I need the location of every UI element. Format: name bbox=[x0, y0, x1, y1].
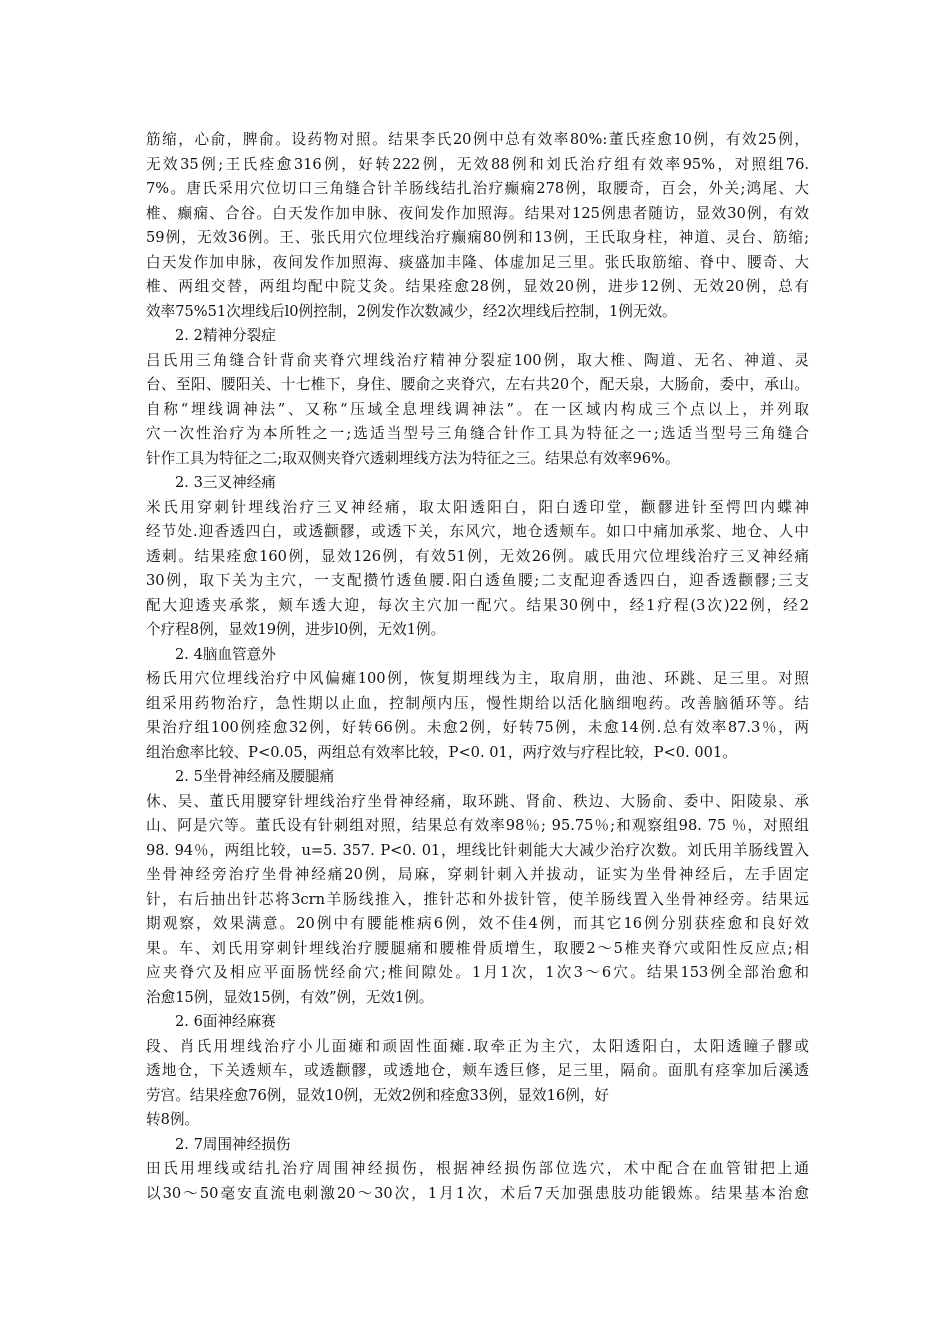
text-line: 治愈15例，显效15例，有效”例，无效1例。 bbox=[146, 988, 434, 1006]
text-line: 椎、两组交替，两组均配中院艾灸。结果痊愈28例，显效20例，进步12例、无效20例，总有 bbox=[146, 278, 809, 295]
text-line: 配大迎透夹承浆，颊车透大迎，每次主穴加一配穴。结果30例中，经1疗程(3次)22例，经2 bbox=[146, 596, 809, 614]
text-line: 白天发作加申脉，夜间发作加照海、痰盛加丰隆、体虚加足三里。张氏取筋缩、脊中、腰奇、大 bbox=[146, 253, 809, 271]
text-line: 针作工具为特征之二;取双侧夹脊穴透刺埋线方法为特征之三。结果总有效率96%。 bbox=[146, 449, 680, 467]
text-line: 山、阿是穴等。董氏设有针刺组对照，结果总有效率98％; 95.75％;和观察组98. 75 ％，对照组 bbox=[146, 817, 809, 834]
text-line: 组采用药物治疗，急性期以止血，控制颅内压，慢性期给以活化脑细咆药。改善脑循环等。结 bbox=[146, 694, 809, 712]
text-line: 吕氏用三角缝合针背俞夹脊穴埋线治疗精神分裂症100例，取大椎、陶道、无名、神道、灵 bbox=[146, 351, 809, 369]
text-line: 转8例。 bbox=[146, 1111, 200, 1128]
text-line: 自称“埋线调神法”、又称“压域全息埋线调神法”。在一区域内构成三个点以上，并列取 bbox=[146, 400, 809, 418]
text-line: 坐骨神经旁治疗坐骨神经痛20例，局麻，穿刺针刺入并拔动，证实为坐骨神经后，左手固定 bbox=[146, 866, 809, 883]
text-line: 应夹脊穴及相应平面肠恍经俞穴;椎间隙处。1月1次，1次3～6穴。结果153例全部治愈和 bbox=[146, 964, 809, 981]
text-line: 针，右后抽出针芯将3crn羊肠线推入，推针芯和外拔针管，使羊肠线置入坐骨神经旁。结果远 bbox=[146, 890, 809, 908]
text-line: 杨氏用穴位埋线治疗中风偏瘫100例，恢复期埋线为主，取肩朋，曲池、环跳、足三里。对照 bbox=[146, 670, 809, 687]
text-line: 以30～50毫安直流电刺激20～30次，1月1次，术后7天加强患肢功能锻炼。结果基本治愈 bbox=[146, 1184, 809, 1202]
text-line: 组治愈率比较、P<0.05，两组总有效率比较，P<0. 01，两疗效与疗程比较，P<0. 001。 bbox=[146, 743, 737, 761]
text-line: 段、肖氏用埋线治疗小儿面瘫和顽固性面瘫.取牵正为主穴，太阳透阳白，太阳透瞳子髎或 bbox=[146, 1037, 809, 1055]
text-line: 7%。唐氏采用穴位切口三角缝合针羊肠线结扎治疗癫痫278例，取腰奇，百会，外关;鸿尾、大 bbox=[146, 180, 809, 197]
document-page bbox=[146, 128, 809, 1206]
text-line: 台、至阳、腰阳关、十七椎下，身住、腰俞之夹脊穴，左右共20个，配天泉，大肠俞，委中，承山。 bbox=[146, 376, 809, 393]
section-heading: 2. 5坐骨神经痛及腰腿痛 bbox=[175, 768, 335, 785]
text-line: 果治疗组100例痊愈32例，好转66例。未愈2例，好转75例，未愈14例.总有效率87.3％，两 bbox=[146, 719, 809, 736]
text-line: 穴一次性治疗为本所牲之一;选适当型号三角缝合针作工具为特征之一;选适当型号三角缝合 bbox=[146, 425, 809, 442]
text-line: 效率75%51次埋线后l0例控制，2例发作次数减少，经2次埋线后控制，1例无效。 bbox=[146, 302, 677, 320]
text-line: 30例，取下关为主穴，一支配攒竹透鱼腰.阳白透鱼腰;二支配迎香透四白，迎香透颧髎;三支 bbox=[146, 572, 809, 589]
section-heading: 2. 7周围神经损伤 bbox=[175, 1135, 291, 1153]
text-line: 透地仓，下关透颊车，或透颧髎，或透地仓，颊车透巨修，足三里，隔俞。面肌有痉挛加后溪透 bbox=[146, 1062, 809, 1079]
text-line: 98. 94％，两组比较，u=5. 357. P<0. 01，埋线比针刺能大大减少治疗次数。刘氏用羊肠线置入 bbox=[146, 841, 809, 859]
text-line: 米氏用穿刺针埋线治疗三叉神经痛，取太阳透阳白，阳白透印堂，颧髎进针至愕凹内蝶神 bbox=[146, 498, 809, 516]
text-line: 筋缩，心俞，脾俞。设药物对照。结果李氏20例中总有效率80%:董氏痊愈10例，有效25例， bbox=[146, 131, 809, 148]
section-heading: 2. 3三叉神经痛 bbox=[175, 474, 276, 491]
text-line: 田氏用埋线或结扎治疗周围神经损伤，根据神经损伤部位选穴，术中配合在血管钳把上通 bbox=[146, 1160, 809, 1177]
text-line: 个疗程8例，显效19例，进步l0例，无效1例。 bbox=[146, 621, 446, 638]
text-line: 经节处.迎香透四白，或透颧髎，或透下关，东风穴，地仓透颊车。如口中痛加承浆、地仓、人中 bbox=[146, 523, 809, 540]
text-line: 果。车、刘氏用穿刺针埋线治疗腰腿痛和腰椎骨质增生，取腰2～5椎夹脊穴或阳性反应点;相 bbox=[146, 939, 809, 957]
text-line: 期观察，效果满意。20例中有腰能椎病6例，效不佳4例，而其它16例分别获痊愈和良好效 bbox=[146, 915, 809, 932]
text-line: 无效35例;王氏痊愈316例，好转222例，无效88例和刘氏治疗组有效率95%，对照组76. bbox=[146, 155, 809, 173]
text-line: 休、吴、董氏用腰穿针埋线治疗坐骨神经痛，取环跳、肾俞、秩边、大肠俞、委中、阳陵泉、承 bbox=[146, 792, 809, 810]
section-heading: 2. 6面神经麻赛 bbox=[175, 1013, 276, 1030]
section-heading: 2. 4脑血管意外 bbox=[175, 645, 276, 663]
text-line: 劳宫。结果痊愈76例，显效10例，无效2例和痊愈33例，显效16例，好 bbox=[146, 1086, 610, 1104]
text-line: 椎、癫痫、合谷。白天发作加申脉、夜间发作加照海。结果对125例患者随访，显效30例，有效 bbox=[146, 204, 809, 222]
text-line: 59例，无效36例。王、张氏用穴位埋线治疗癫痫80例和13例，王氏取身柱，神道、灵台、筋缩; bbox=[146, 229, 809, 246]
section-heading: 2. 2精神分裂症 bbox=[175, 327, 276, 344]
text-line: 透刺。结果痊愈160例，显效126例，有效51例，无效26例。戚氏用穴位埋线治疗三叉神经痛 bbox=[146, 547, 809, 565]
